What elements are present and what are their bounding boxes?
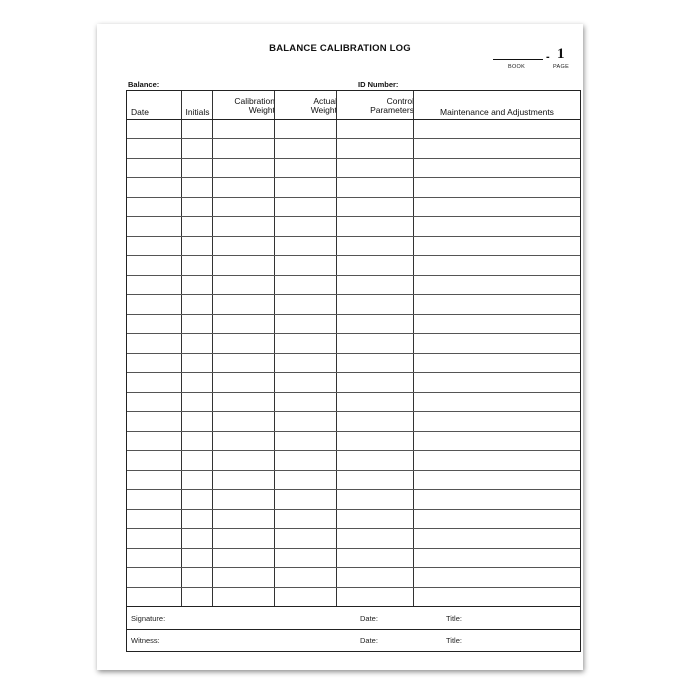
table-row-divider [127, 255, 580, 256]
signature-title-label: Title: [446, 614, 462, 623]
table-row-divider [127, 138, 580, 139]
header-divider [127, 119, 580, 120]
witness-label: Witness: [131, 636, 160, 645]
table-row-divider [127, 158, 580, 159]
table-row-divider [127, 489, 580, 490]
column-header-control-parameters: Control Parameters [370, 95, 414, 115]
table-row-divider [127, 353, 580, 354]
table-row-divider [127, 294, 580, 295]
table-row-divider [127, 197, 580, 198]
id-number-label: ID Number: [358, 80, 399, 89]
column-header-maintenance: Maintenance and Adjustments [440, 106, 554, 117]
table-row-divider [127, 431, 580, 432]
table-row-divider [127, 314, 580, 315]
page-number: 1 [557, 46, 565, 62]
table-row-divider [127, 548, 580, 549]
calibration-table [126, 90, 581, 607]
witness-title-label: Title: [446, 636, 462, 645]
table-row-divider [127, 450, 580, 451]
balance-label: Balance: [128, 80, 160, 89]
table-row-divider [127, 567, 580, 568]
table-row-divider [127, 470, 580, 471]
signature-divider [127, 629, 580, 630]
column-header-actual-weight: Actual Weight [310, 95, 337, 115]
table-row-divider [127, 216, 580, 217]
page-label: PAGE [553, 64, 570, 70]
witness-date-label: Date: [360, 636, 378, 645]
signature-label: Signature: [131, 614, 166, 623]
book-number-line[interactable] [493, 59, 543, 60]
table-row-divider [127, 411, 580, 412]
table-row-divider [127, 392, 580, 393]
column-header-date: Date [131, 106, 149, 117]
table-row-divider [127, 275, 580, 276]
signature-block [126, 607, 581, 652]
table-row-divider [127, 236, 580, 237]
table-row-divider [127, 372, 580, 373]
book-page-separator: - [546, 51, 550, 63]
table-row-divider [127, 509, 580, 510]
table-row-divider [127, 587, 580, 588]
column-header-calibration-weight: Calibration Weight [234, 95, 275, 115]
column-header-initials: Initials [185, 106, 210, 117]
table-row-divider [127, 528, 580, 529]
signature-date-label: Date: [360, 614, 378, 623]
table-row-divider [127, 333, 580, 334]
table-row-divider [127, 177, 580, 178]
log-sheet [97, 24, 583, 670]
book-label: BOOK [508, 64, 526, 70]
page-title: BALANCE CALIBRATION LOG [269, 43, 411, 54]
